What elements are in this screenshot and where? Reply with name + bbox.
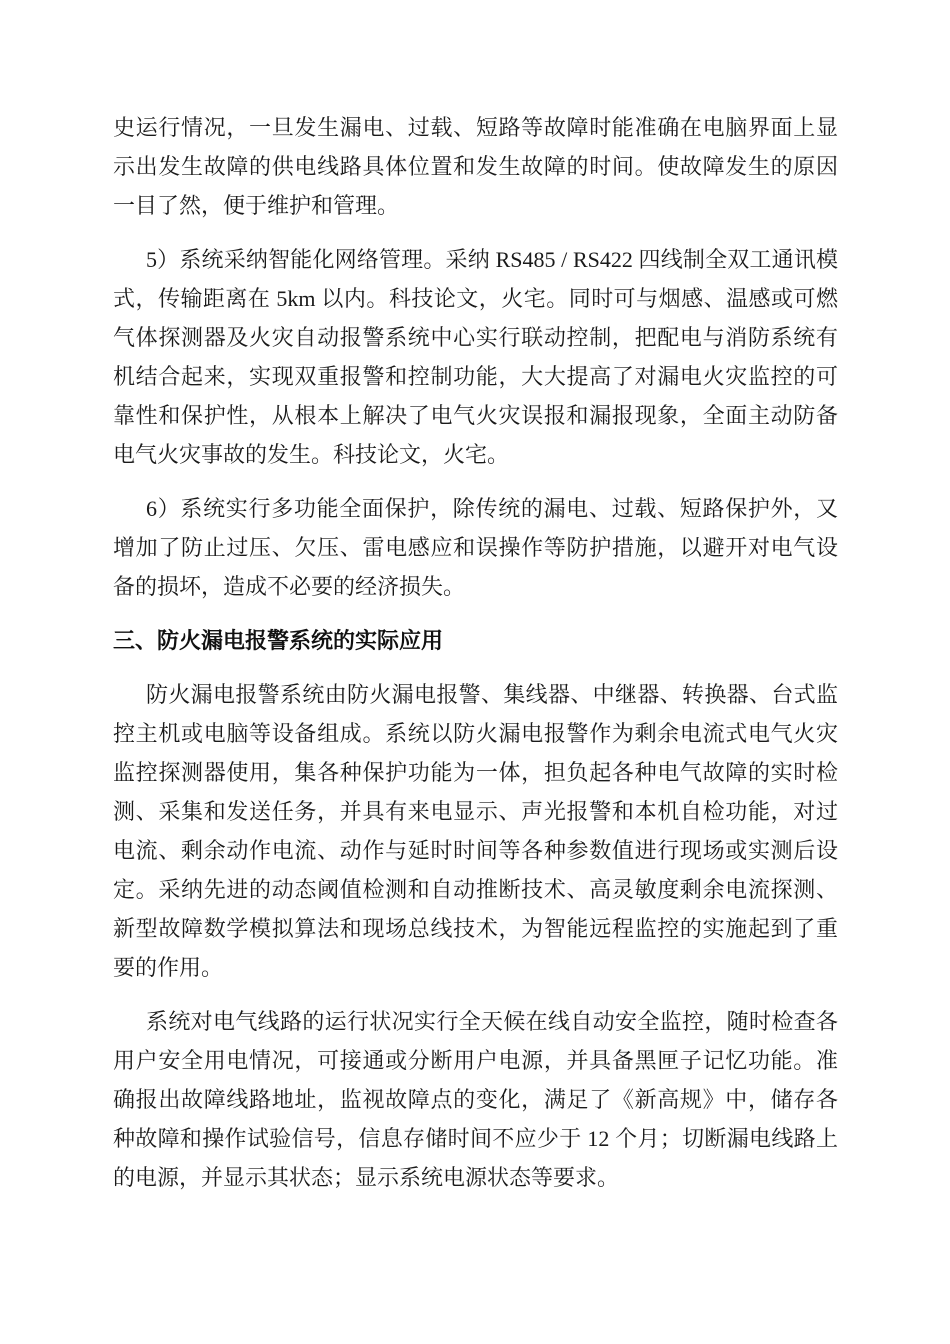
paragraph-history-continuation: 史运行情况，一旦发生漏电、过载、短路等故障时能准确在电脑界面上显示出发生故障的供电线路具体位置和发生故障的时间。使故障发生的原因一目了然，便于维护和管理。 bbox=[113, 115, 838, 218]
section-heading-practical-application: 三、防火漏电报警系统的实际应用 bbox=[113, 628, 444, 653]
paragraph-system-monitoring: 系统对电气线路的运行状况实行全天候在线自动安全监控，随时检查各用户安全用电情况，可接通或分断用户电源，并具备黑匣子记忆功能。准确报出故障线路地址，监视故障点的变化，满足了《新高规》中，储存各种故障和操作试验信号，信息存储时间不应少于 12 个月；切断漏电线路上的电源，并显示其状态；显示系统电源状态等要求。 bbox=[113, 1009, 838, 1190]
paragraph-item-6-multi-protection: 6）系统实行多功能全面保护，除传统的漏电、过载、短路保护外，又增加了防止过压、欠压、雷电感应和误操作等防护措施，以避开对电气设备的损坏，造成不必要的经济损失。 bbox=[113, 496, 838, 599]
document-text-block bbox=[113, 108, 838, 1197]
paragraph-item-5-network-management: 5）系统采纳智能化网络管理。采纳 RS485 / RS422 四线制全双工通讯模式，传输距离在 5km 以内。科技论文，火宅。同时可与烟感、温感或可燃气体探测器及火灾自动报警系统中心实行联动控制，把配电与消防系统有机结合起来，实现双重报警和控制功能，大大提高了对漏电火灾监控的可靠性和保护性，从根本上解决了电气火灾误报和漏报现象，全面主动防备电气火灾事故的发生。科技论文，火宅。 bbox=[113, 247, 838, 467]
paragraph-system-composition: 防火漏电报警系统由防火漏电报警、集线器、中继器、转换器、台式监控主机或电脑等设备组成。系统以防火漏电报警作为剩余电流式电气火灾监控探测器使用，集各种保护功能为一体，担负起各种电气故障的实时检测、采集和发送任务，并具有来电显示、声光报警和本机自检功能，对过电流、剩余动作电流、动作与延时时间等各种参数值进行现场或实测后设定。采纳先进的动态阈值检测和自动推断技术、高灵敏度剩余电流探测、新型故障数学模拟算法和现场总线技术，为智能远程监控的实施起到了重要的作用。 bbox=[113, 682, 838, 980]
